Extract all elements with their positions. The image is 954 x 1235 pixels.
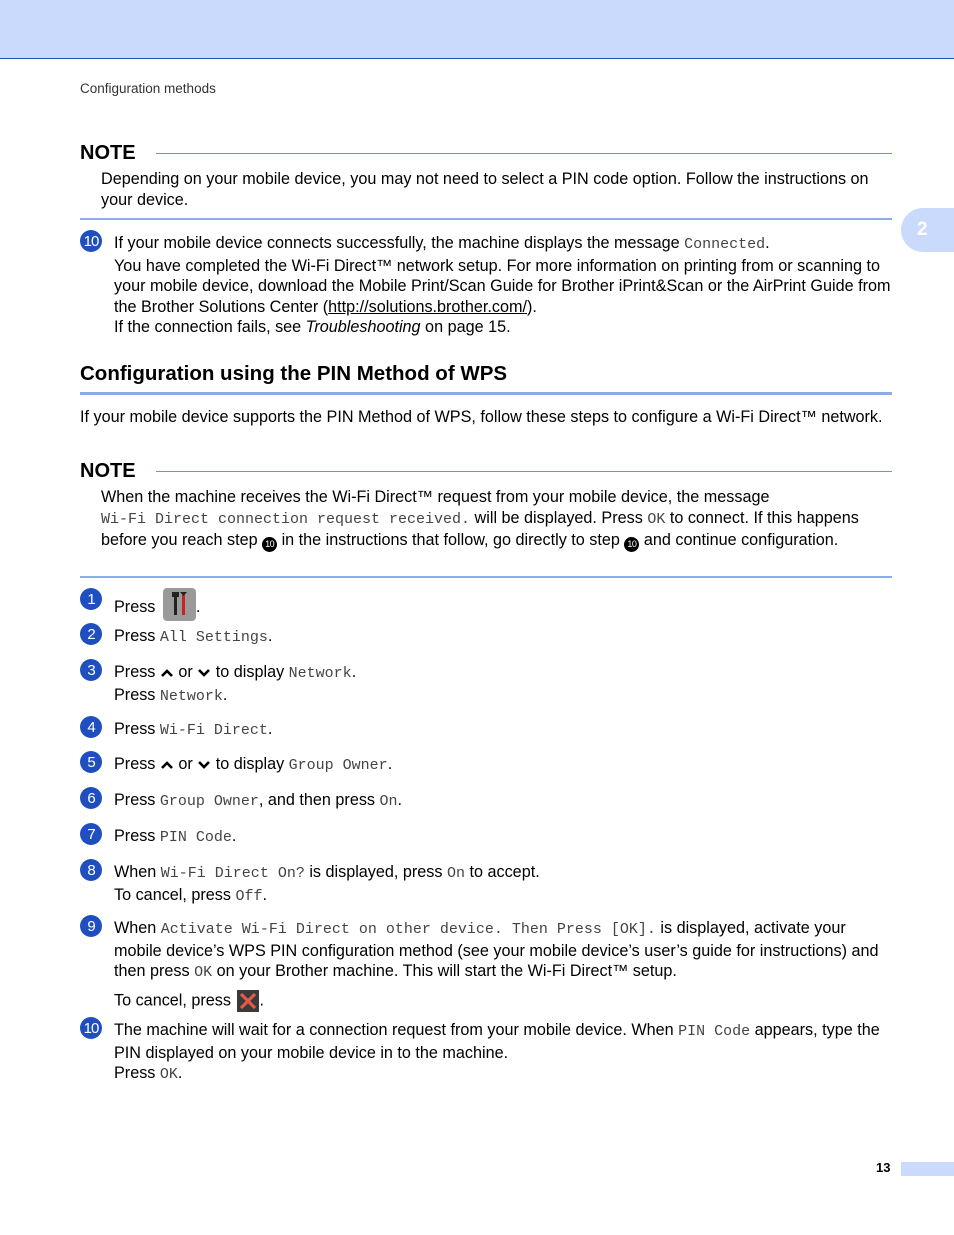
step-1: Press . [114, 591, 892, 624]
step-ref: 10 [624, 537, 639, 552]
step-number: 5 [80, 751, 102, 773]
step-7: Press PIN Code. [114, 827, 237, 846]
chevron-down-icon [197, 667, 211, 679]
troubleshooting-ref[interactable]: Troubleshooting [305, 318, 421, 336]
step-number: 2 [80, 623, 102, 645]
note-header [80, 460, 892, 483]
chevron-down-icon [197, 759, 211, 771]
step-number: 9 [80, 915, 102, 937]
chevron-up-icon [160, 759, 174, 771]
step-ref: 10 [262, 537, 277, 552]
step-number: 8 [80, 859, 102, 881]
header-band [0, 0, 954, 59]
step-9: When Activate Wi-Fi Direct on other device. Then Press [OK]. is displayed, activate your mobile device’s WPS PIN configuration method (see your mobile device’s user’s guide for instructions) and then press OK on your Brother machine. This will start the Wi-Fi Direct™ setup. To cancel, press . [114, 918, 892, 1012]
note-title: NOTE [80, 460, 136, 482]
page-number: 13 [876, 1160, 891, 1175]
note-header [80, 142, 892, 165]
section-title: Configuration using the PIN Method of WPS [80, 362, 508, 385]
note-rule [156, 153, 892, 154]
step-10: The machine will wait for a connection request from your mobile device. When PIN Code appears, type the PIN displayed on your mobile device in to the machine. Press OK. [114, 1021, 880, 1083]
step-number: 1 [80, 588, 102, 610]
chapter-tab[interactable]: 2 [901, 208, 954, 252]
breadcrumb: Configuration methods [80, 81, 216, 96]
step-2: Press All Settings. [114, 627, 273, 646]
note-text: When the machine receives the Wi-Fi Direct™ request from your mobile device, the message Wi-Fi Direct connection request received. will be displayed. Press OK to connect. If this happens before you reach step 10 in the instructions that follow, go directly to step 10 and continue configuration. [101, 487, 892, 552]
chevron-up-icon [160, 667, 174, 679]
footer-band [901, 1162, 954, 1176]
solutions-link[interactable]: http://solutions.brother.com/ [328, 297, 528, 316]
step-number: 3 [80, 659, 102, 681]
step-5: Press or to display Group Owner. [114, 755, 393, 774]
cancel-x-icon[interactable] [237, 990, 259, 1012]
step-8: When Wi-Fi Direct On? is displayed, press On to accept. To cancel, press Off. [114, 863, 540, 905]
note-rule [156, 471, 892, 472]
note-divider [80, 218, 892, 220]
step-number: 4 [80, 716, 102, 738]
step-number: 7 [80, 823, 102, 845]
note-divider [80, 576, 892, 578]
step-4: Press Wi-Fi Direct. [114, 720, 273, 739]
section-rule [80, 392, 892, 395]
note-text: Depending on your mobile device, you may not need to select a PIN code option. Follow the instructions on your device. [101, 170, 869, 209]
step-10-top: If your mobile device connects successfully, the machine displays the message Connected. You have completed the Wi-Fi Direct™ network setup. For more information on printing from or scanning to your mobile device, download the Mobile Print/Scan Guide for Brother iPrint&Scan or the AirPrint Guide from the Brother Solutions Center (http://solutions.brother.com/). If the connection fails, see Troubleshooting on page 15. [114, 234, 891, 336]
step-number: 6 [80, 787, 102, 809]
step-number: 10 [80, 1017, 102, 1039]
section-intro: If your mobile device supports the PIN Method of WPS, follow these steps to configure a Wi-Fi Direct™ network. [80, 408, 883, 426]
note-title: NOTE [80, 142, 136, 164]
code-connected: Connected [684, 236, 766, 253]
step-number: 10 [80, 230, 102, 252]
settings-tools-icon[interactable] [163, 588, 196, 621]
step-3: Press or to display Network. Press Network. [114, 663, 357, 705]
step-6: Press Group Owner, and then press On. [114, 791, 403, 810]
